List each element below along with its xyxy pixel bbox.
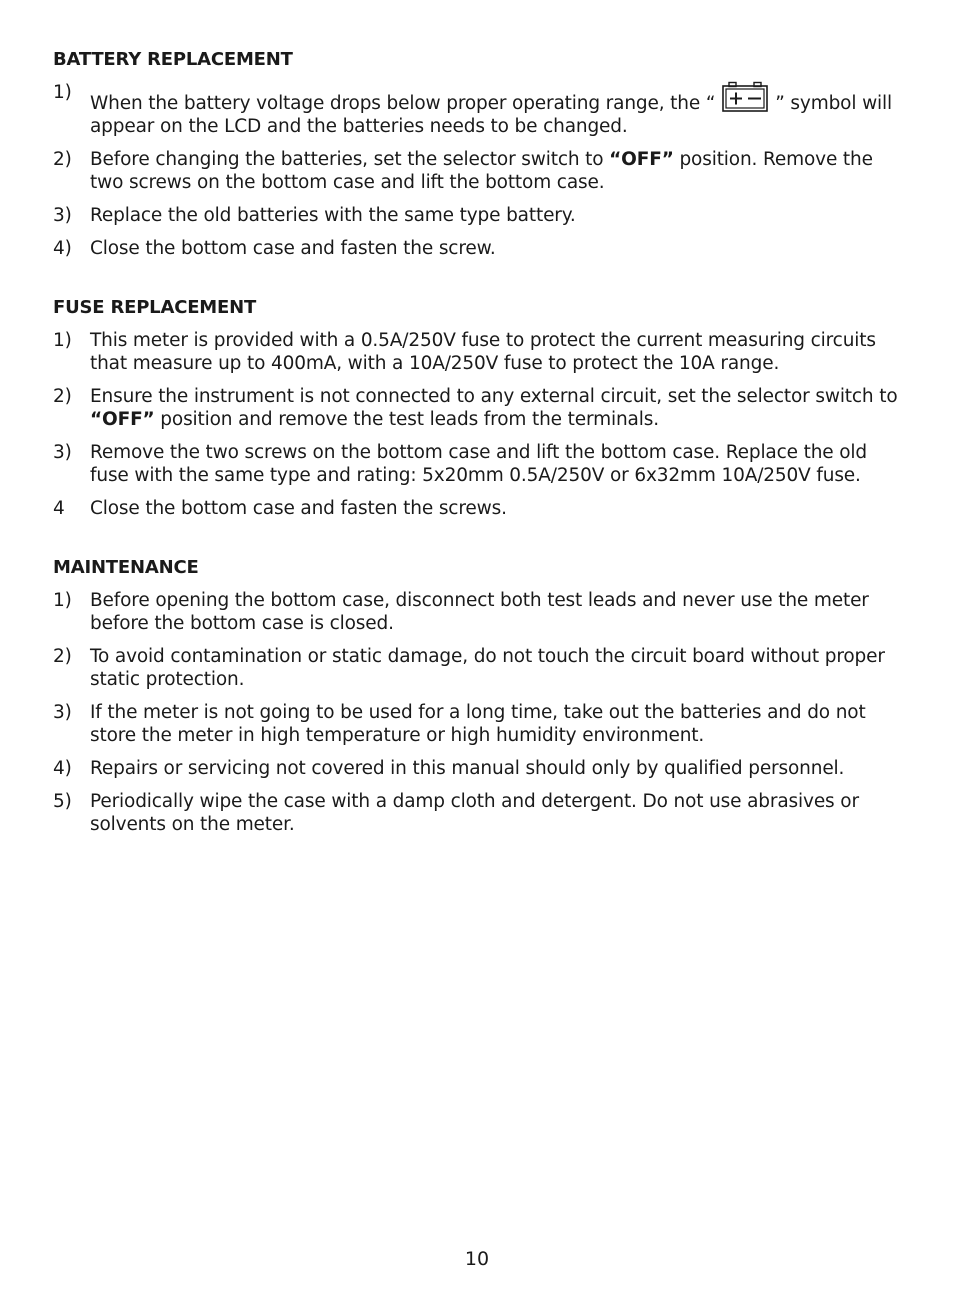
section-title: FUSE REPLACEMENT bbox=[53, 297, 257, 318]
list-item bbox=[53, 701, 905, 747]
section-title: MAINTENANCE bbox=[53, 557, 199, 578]
list-item bbox=[53, 497, 905, 520]
list-item bbox=[53, 81, 905, 138]
item-number: 3) bbox=[53, 702, 72, 723]
battery-replacement-section bbox=[53, 48, 905, 260]
manual-page bbox=[53, 48, 905, 872]
list-item bbox=[53, 441, 905, 487]
list-item bbox=[53, 148, 905, 194]
item-text: Periodically wipe the case with a damp cloth and detergent. Do not use abrasives or solvents on the meter. bbox=[90, 791, 859, 835]
item-number: 1) bbox=[53, 330, 72, 351]
list-item bbox=[53, 204, 905, 227]
item-text: Replace the old batteries with the same type battery. bbox=[90, 205, 576, 226]
item-text: Before opening the bottom case, disconnect both test leads and never use the meter before the bottom case is closed. bbox=[90, 590, 869, 634]
item-text: Remove the two screws on the bottom case and lift the bottom case. Replace the old fuse with the same type and rating: 5x20mm 0.5A/250V or 6x32mm 10A/250V fuse. bbox=[90, 442, 867, 486]
fuse-replacement-section bbox=[53, 296, 905, 520]
item-text-after: position and remove the test leads from the terminals. bbox=[154, 409, 659, 430]
item-text-after: ” symbol will appear on the LCD and the batteries needs to be changed. bbox=[90, 93, 893, 137]
item-text: To avoid contamination or static damage, do not touch the circuit board without proper static protection. bbox=[90, 646, 885, 690]
item-text-before: When the battery voltage drops below proper operating range, the “ bbox=[90, 93, 716, 114]
item-number: 4) bbox=[53, 238, 72, 259]
item-text: Repairs or servicing not covered in this manual should only by qualified personnel. bbox=[90, 758, 845, 779]
item-number: 4 bbox=[53, 498, 65, 519]
list-item bbox=[53, 237, 905, 260]
list-item bbox=[53, 790, 905, 836]
fuse-steps-list bbox=[53, 329, 905, 520]
section-title: BATTERY REPLACEMENT bbox=[53, 49, 293, 70]
item-text: Close the bottom case and fasten the screw. bbox=[90, 238, 496, 259]
item-number: 1) bbox=[53, 82, 72, 103]
item-number: 2) bbox=[53, 149, 72, 170]
list-item bbox=[53, 645, 905, 691]
page-number: 10 bbox=[464, 1248, 490, 1270]
item-number: 1) bbox=[53, 590, 72, 611]
item-text-bold: “OFF” bbox=[90, 409, 155, 430]
maintenance-section bbox=[53, 556, 905, 836]
list-item bbox=[53, 329, 905, 375]
battery-steps-list bbox=[53, 81, 905, 260]
battery-icon bbox=[721, 81, 769, 113]
list-item bbox=[53, 385, 905, 431]
item-text: If the meter is not going to be used for a long time, take out the batteries and do not store the meter in high temperature or high humidity environment. bbox=[90, 702, 866, 746]
item-text-after: position. Remove the two screws on the bottom case and lift the bottom case. bbox=[90, 149, 873, 193]
item-number: 2) bbox=[53, 386, 72, 407]
item-number: 2) bbox=[53, 646, 72, 667]
item-number: 3) bbox=[53, 442, 72, 463]
item-text: This meter is provided with a 0.5A/250V fuse to protect the current measuring circuits that measure up to 400mA, with a 10A/250V fuse to protect the 10A range. bbox=[90, 330, 876, 374]
item-text-before: Ensure the instrument is not connected to any external circuit, set the selector switch to bbox=[90, 386, 898, 407]
item-number: 4) bbox=[53, 758, 72, 779]
item-text-bold: “OFF” bbox=[609, 149, 674, 170]
maintenance-steps-list bbox=[53, 589, 905, 836]
list-item bbox=[53, 589, 905, 635]
item-text: Close the bottom case and fasten the screws. bbox=[90, 498, 507, 519]
item-number: 3) bbox=[53, 205, 72, 226]
item-text-before: Before changing the batteries, set the selector switch to bbox=[90, 149, 610, 170]
item-number: 5) bbox=[53, 791, 72, 812]
list-item bbox=[53, 757, 905, 780]
